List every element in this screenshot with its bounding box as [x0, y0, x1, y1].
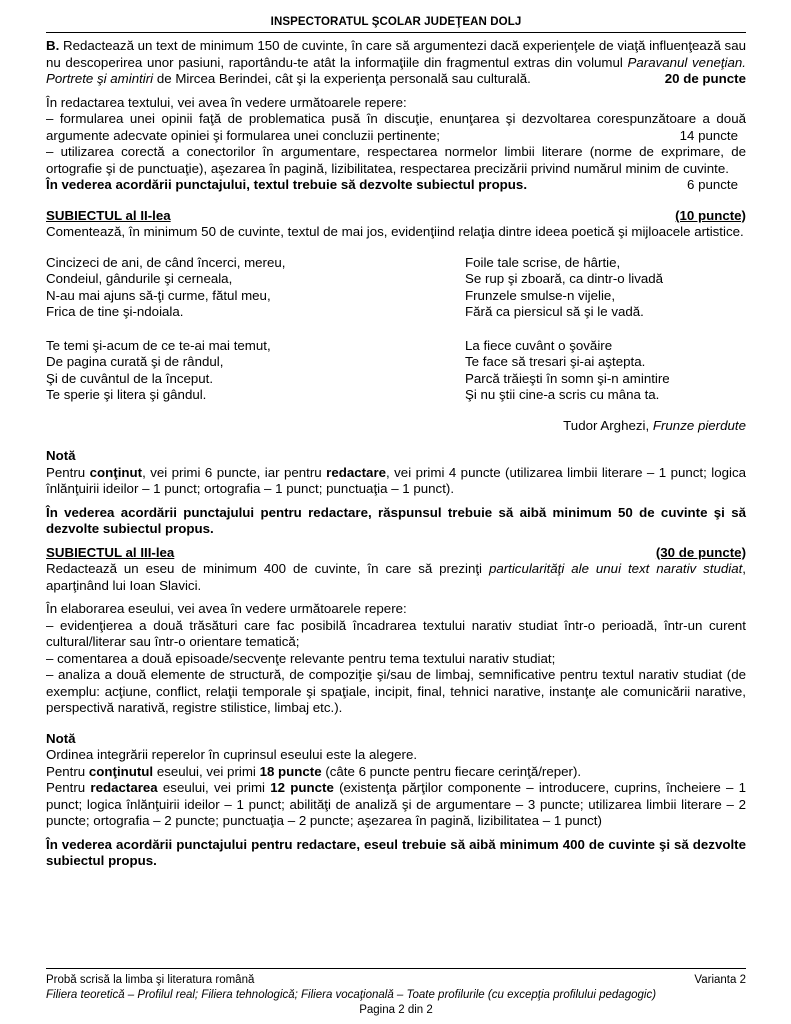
part-b-task: B. Redactează un text de minimum 150 de cuvinte, în care să argumentezi dacă experienţele de viaţă influenţează sau nu descoperirea unor pasiuni, raportându-te atât la informaţiile din fragmentul extras din volumul Paravanul veneţian. Portrete şi amintiri de Mircea Berindei, cât şi la experienţa personală sau culturală. 20 de puncte	[46, 38, 746, 86]
subject-2-title: SUBIECTUL al II-lea	[46, 207, 171, 223]
subject-3-item-1: – evidenţierea a două trăsături care fac posibilă încadrarea textului narativ studiat într-o perioadă, într-un curent cultural/literar sau într-o orientare tematică;	[46, 617, 746, 649]
part-b-item-1: – formularea unei opinii faţă de problematica pusă în discuţie, enunţarea şi dezvoltarea corespunzătoare a două argumente adecvate opiniei şi formularea unei concluzii pertinente; 14 puncte	[46, 111, 746, 143]
subject-2-bold-note: În vederea acordării punctajului pentru redactare, răspunsul trebuie să aibă minimum 50 de cuvinte şi să dezvolte subiectul propus.	[46, 504, 746, 536]
subject-3-item-3: – analiza a două elemente de structură, de compoziţie şi/sau de limbaj, semnificative pentru textul narativ studiat (de exemplu: acţiune, conflict, relaţii temporale şi spaţiale, incipit, final, tehnici narative, instanţe ale comunicării narative, perspectivă narativă, registre stilistice, limbaj etc.).	[46, 667, 746, 715]
poem-line: Fără ca piersicul să şi le vadă.	[465, 304, 644, 319]
poem-source: Frunze pierdute	[652, 417, 746, 433]
subject-3-points: (30 de puncte)	[655, 544, 746, 560]
poem-line: Te temi şi-acum de ce te-ai mai temut,	[46, 337, 271, 353]
book-title: Paravanul veneţian. Portrete şi amintiri	[46, 54, 746, 86]
poem-line: Şi de cuvântul de la început.	[46, 370, 214, 386]
poem-line: Frica de tine şi-ndoiala.	[46, 304, 184, 319]
page-footer	[46, 973, 746, 1018]
subject-3-title: SUBIECTUL al III-lea	[46, 544, 175, 560]
poem-line: Cincizeci de ani, de când încerci, mereu,	[46, 254, 286, 270]
poem-line: De pagina curată şi de rândul,	[46, 354, 224, 369]
footer-variant: Varianta 2	[694, 974, 746, 986]
part-b-label: B.	[46, 38, 60, 53]
subject-2-note: Pentru conţinut, vei primi 6 puncte, iar pentru redactare, vei primi 4 puncte (utilizarea limbii literare – 1 punct; logica înlănţuirii ideilor – 1 punct; ortografia – 1 punct; punctuaţia – 1 punct).	[46, 464, 746, 496]
part-b-guide-intro: În redactarea textului, vei avea în vedere următoarele repere:	[46, 94, 407, 110]
footer-profile: Filiera teoretică – Profilul real; Filiera tehnologică; Filiera vocaţională – Toate profilurile (cu excepţia profilului pedagogic)	[46, 989, 657, 1001]
subject-3-bold-note: În vederea acordării punctajului pentru redactare, eseul trebuie să aibă minimum 400 de cuvinte şi să dezvolte subiectul propus.	[46, 836, 746, 868]
poem-line: Foile tale scrise, de hârtie,	[465, 254, 621, 270]
poem-line: Parcă trăieşti în somn şi-n amintire	[465, 370, 670, 386]
part-b-points: 20 de puncte	[664, 71, 746, 86]
subject-3-writing-points: Pentru redactarea eseului, vei primi 12 puncte (existenţa părţilor componente – introducere, cuprins, încheiere – 1 punct; logica înlănţuirii ideilor – 1 punct; abilităţi de analiză şi de argumentare – 3 puncte; utilizarea limbii literare – 2 puncte; ortografia – 2 puncte; punctuaţia – 2 puncte; aşezarea în pagină, lizibilitatea – 1 punct)	[46, 780, 747, 828]
subject-3-item-2: – comentarea a două episoade/secvenţe relevante pentru tema textului narativ studiat;	[46, 650, 556, 666]
header-divider	[46, 32, 746, 33]
subject-2-note-title: Notă	[46, 448, 76, 463]
poem-line: La fiece cuvânt o şovăire	[465, 337, 613, 353]
part-b-bold-note: În vederea acordării punctajului, textul trebuie să dezvolte subiectul propus.	[46, 177, 528, 192]
subject-2-task: Comentează, în minimum 50 de cuvinte, textul de mai jos, evidenţiind relaţia dintre ideea poetică şi mijloacele artistice.	[46, 224, 744, 239]
poem-line: Te sperie şi litera şi gândul.	[46, 387, 207, 402]
poem-line: Te face să tresari şi-ai aştepta.	[465, 354, 646, 369]
part-b-item-2-points: 6 puncte	[686, 177, 738, 192]
subject-3-heading	[46, 545, 746, 562]
subject-3-content-points: Pentru conţinutul eseului, vei primi 18 puncte (câte 6 puncte pentru fiecare cerinţă/reper).	[46, 763, 582, 779]
page-header: INSPECTORATUL ŞCOLAR JUDEŢEAN DOLJ	[270, 16, 522, 28]
poem-line: Se rup şi zboară, ca dintr-o livadă	[465, 271, 664, 286]
poem-line: Frunzele smulse-n vijelie,	[465, 287, 616, 303]
subject-3-note-title: Notă	[46, 730, 76, 746]
poem-right-column	[465, 255, 746, 404]
part-b-item-1-points: 14 puncte	[679, 127, 738, 143]
poem-line: Condeiul, gândurile şi cerneala,	[46, 271, 233, 286]
poem	[46, 255, 746, 404]
page-content	[46, 38, 746, 870]
poem-line: Şi nu ştii cine-a scris cu mâna ta.	[465, 387, 660, 402]
subject-3-task: Redactează un eseu de minimum 400 de cuvinte, în care să prezinţi particularităţi ale unui text narativ studiat, aparţinând lui Ioan Slavici.	[46, 561, 746, 593]
poem-attribution: Tudor Arghezi, Frunze pierdute	[563, 417, 746, 433]
exam-page	[46, 0, 746, 1024]
poem-line: N-au mai ajuns să-ţi curme, fătul meu,	[46, 287, 271, 303]
footer-page-number: Pagina 2 din 2	[359, 1004, 433, 1016]
subject-3-note-order: Ordinea integrării reperelor în cuprinsul eseului este la alegere.	[46, 747, 418, 762]
footer-exam: Probă scrisă la limba şi literatura română	[46, 974, 255, 986]
subject-2-heading	[46, 208, 746, 225]
footer-divider	[46, 968, 746, 969]
subject-2-points: (10 puncte)	[675, 207, 746, 223]
poem-left-column	[46, 255, 465, 404]
subject-3-guide-intro: În elaborarea eseului, vei avea în vedere următoarele repere:	[46, 601, 407, 616]
part-b-item-2: – utilizarea corectă a conectorilor în argumentare, respectarea normelor limbii literare (norme de exprimare, de ortografie şi de punctuaţie), aşezarea în pagină, lizibilitatea, respectarea precizării privind numărul minim de cuvinte. 6 puncte	[46, 144, 746, 192]
